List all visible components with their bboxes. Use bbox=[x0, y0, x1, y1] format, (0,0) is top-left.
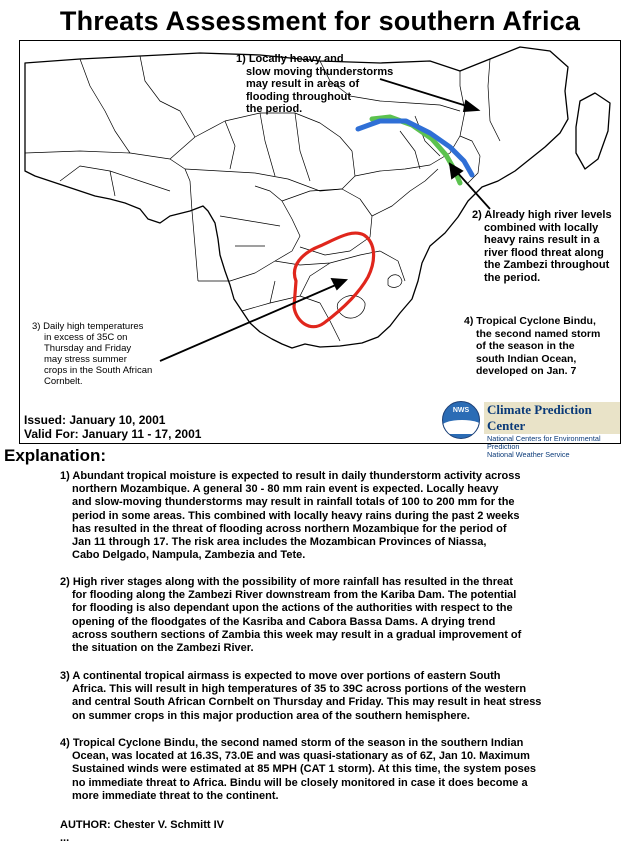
cpc-name: Climate Prediction Center bbox=[484, 402, 620, 434]
explanation-line: Cabo Delgado, Nampula, Zambezia and Tete. bbox=[72, 549, 306, 562]
explanation-line: 1) Abundant tropical moisture is expected to result in daily thunderstorm activity across bbox=[60, 470, 521, 482]
border-drc bbox=[140, 56, 195, 137]
callout-4-line: the second named storm bbox=[476, 327, 601, 340]
callout-2-line: heavy rains result in a bbox=[484, 234, 600, 246]
explanation-line: on summer crops in this major production area of the southern hemisphere. bbox=[72, 709, 470, 722]
cpc-line-1: National Centers for Environmental Prediction bbox=[487, 434, 601, 451]
explanation-line: 2) High river stages along with the possibility of more rainfall has resulted in the threat bbox=[60, 576, 513, 588]
callout-4-line: south Indian Ocean, bbox=[476, 352, 577, 365]
callout-3 bbox=[32, 321, 152, 387]
border-mozambique-inner bbox=[372, 169, 438, 216]
callout-2 bbox=[472, 209, 612, 284]
callout-1-line: flooding throughout bbox=[246, 90, 352, 103]
explanation-item-3 bbox=[60, 670, 600, 723]
explanation-item-2 bbox=[60, 576, 600, 655]
callout-3-line: may stress summer bbox=[44, 354, 127, 365]
border-angola-namibia bbox=[25, 151, 190, 181]
explanation-line: period in some areas. This combined with locally heavy rains during the past 2 weeks bbox=[72, 509, 520, 522]
callout-3-line: Cornbelt. bbox=[44, 376, 83, 387]
cpc-line-2: National Weather Service bbox=[487, 450, 570, 459]
callout-3-line: 3) Daily high temperatures bbox=[32, 321, 144, 332]
callout-3-line: in excess of 35C on bbox=[44, 332, 128, 343]
author-line: AUTHOR: Chester V. Schmitt IV bbox=[60, 819, 225, 831]
explanation-line: opening of the floodgates of the Kasriba and Cabora Bassa Dams. A drying trend bbox=[72, 615, 496, 628]
callout-2-line: the period. bbox=[484, 271, 541, 284]
border-namibia-inner bbox=[60, 166, 170, 196]
arrow-1-shaft bbox=[380, 79, 470, 107]
explanation-line: more immediate threat to the continent. bbox=[72, 789, 279, 802]
explanation-item-1 bbox=[60, 470, 600, 562]
explanation-line: Africa. This will result in high temperatures of 35 to 39C across portions of the western bbox=[72, 683, 527, 696]
explanation-line: Ocean, was located at 16.3S, 73.0E and was quasi-stationary as of 6Z, Jan 10. Maximum bbox=[72, 750, 530, 763]
explanation-line: no immediate threat to Africa. Bindu will be closely monitored in case it does become a bbox=[72, 776, 528, 789]
explanation-line: 3) A continental tropical airmass is expected to move over portions of eastern South bbox=[60, 670, 501, 682]
callout-4-line: developed on Jan. 7 bbox=[476, 365, 577, 377]
callout-4-line: 4) Tropical Cyclone Bindu, bbox=[464, 315, 596, 327]
explanation-line: the situation on the Zambezi River. bbox=[72, 642, 254, 655]
callout-3-line: crops in the South African bbox=[44, 365, 153, 376]
explanation-heading: Explanation: bbox=[4, 446, 107, 465]
issued-date: Issued: January 10, 2001 bbox=[24, 413, 166, 427]
callout-2-line: river flood threat along bbox=[484, 246, 604, 259]
border-botswana-inner bbox=[220, 216, 280, 246]
valid-dates: Valid For: January 11 - 17, 2001 bbox=[24, 427, 202, 441]
border-angola-inner bbox=[80, 59, 130, 153]
callout-1-line: may result in areas of bbox=[246, 78, 360, 90]
explanation-line: 4) Tropical Cyclone Bindu, the second named storm of the season in the southern Indian bbox=[60, 737, 524, 749]
border-swaziland bbox=[388, 275, 402, 288]
cpc-logo bbox=[442, 401, 620, 459]
explanation-line: for flooding along the Zambezi River downstream from the Kariba Dam. The potential bbox=[72, 589, 517, 602]
explanation-item-4 bbox=[60, 737, 600, 803]
explanation-line: has resulted in the threat of flooding across northern Mozambique for the period of bbox=[72, 522, 507, 535]
explanation-line: and slow-moving thunderstorms may result in rainfall totals of 100 to 200 mm for the bbox=[72, 496, 515, 509]
border-namibia-botswana bbox=[190, 181, 198, 281]
callout-1-line: the period. bbox=[246, 103, 303, 115]
explanation-line: and central South African Cornbelt on Thursday and Friday. This may result in heat stress bbox=[72, 696, 542, 709]
border-zambia-inner bbox=[225, 113, 310, 181]
callout-3-line: Thursday and Friday bbox=[44, 343, 132, 354]
explanation-line: Jan 11 through 17. The risk area includes the Mozambican Provinces of Niassa, bbox=[72, 536, 487, 549]
explanation-line: across southern sections of Zambia this week may result in a gradual improvement of bbox=[72, 628, 522, 641]
callout-2-line: combined with locally bbox=[484, 221, 599, 234]
explanation-line: Sustained winds were estimated at 85 MPH (CAT 1 storm). At this time, the system poses bbox=[72, 763, 536, 776]
callout-1-line: slow moving thunderstorms bbox=[246, 65, 394, 78]
callout-4 bbox=[464, 315, 600, 378]
callout-2-line: the Zambezi throughout bbox=[484, 259, 610, 271]
callout-4-line: of the season in the bbox=[476, 340, 575, 352]
page-title: Threats Assessment for southern Africa bbox=[59, 6, 581, 36]
explanation-line: for flooding is also dependant upon the actions of the authorities with respect to the bbox=[72, 602, 513, 615]
border-zambia-south bbox=[185, 151, 355, 191]
arrow-3-head bbox=[332, 279, 346, 289]
callout-1 bbox=[236, 53, 393, 116]
trailing-ellipsis: ... bbox=[60, 832, 70, 844]
madagascar-outline bbox=[576, 93, 610, 169]
explanation-line: northern Mozambique. A general 30 - 80 mm rain event is expected. Locally heavy bbox=[72, 483, 499, 496]
issue-dates bbox=[24, 413, 201, 441]
callout-2-line: 2) Already high river levels bbox=[472, 209, 612, 221]
cpc-logo-text bbox=[484, 402, 620, 459]
nws-badge-text: NWS bbox=[452, 407, 470, 414]
nws-emblem-icon bbox=[442, 401, 480, 439]
arrow-1-head bbox=[464, 101, 478, 111]
arrow-3-shaft bbox=[160, 284, 338, 361]
callout-1-line: 1) Locally heavy and bbox=[236, 53, 344, 65]
